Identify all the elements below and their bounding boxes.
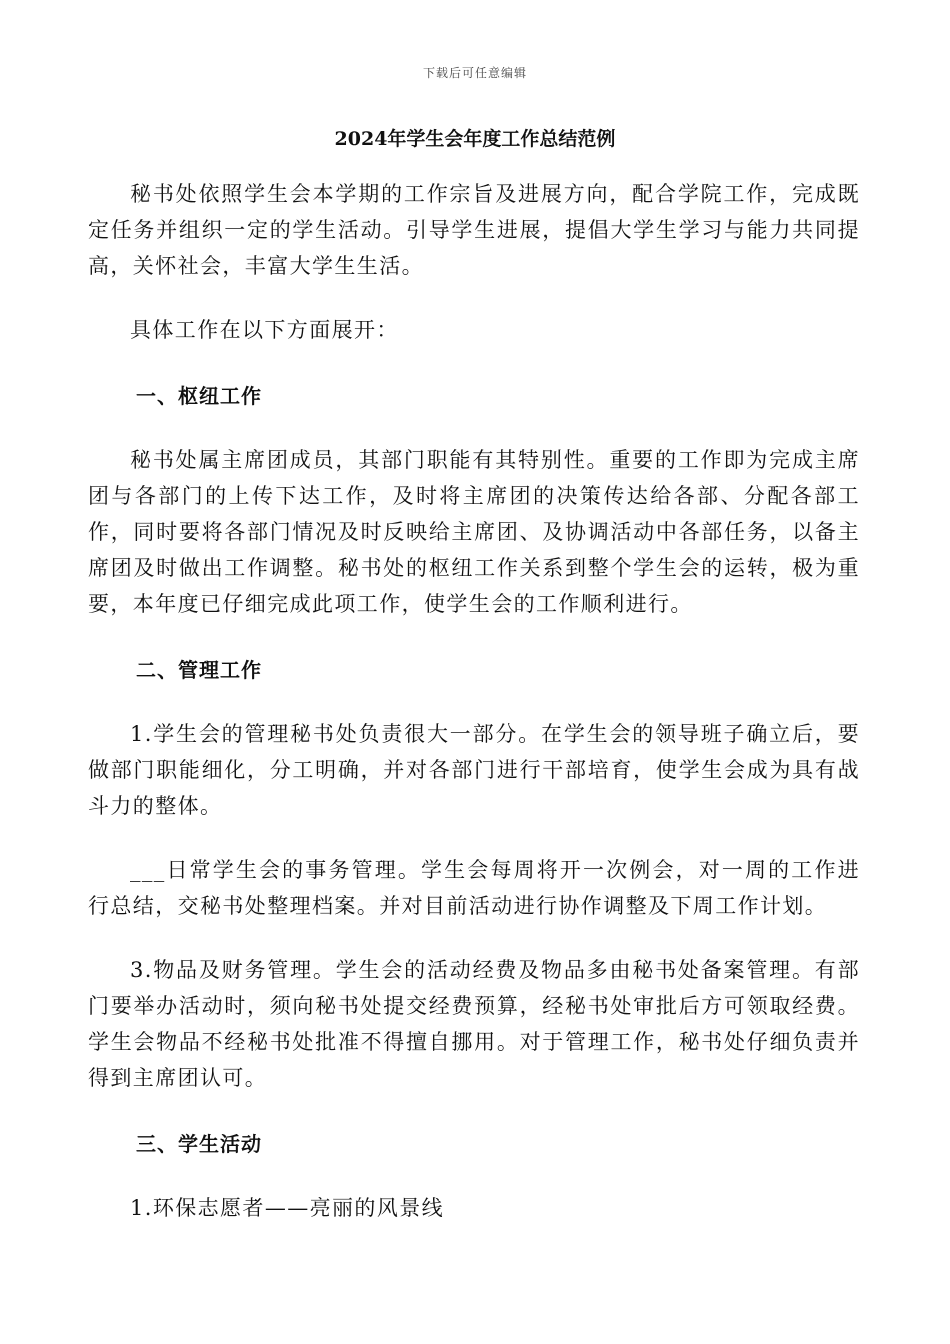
hub-work-paragraph: 秘书处属主席团成员，其部门职能有其特别性。重要的工作即为完成主席团与各部门的上传下达工作，及时将主席团的决策传达给各部、分配各部工作，同时要将各部门情况及时反映给主席团、及协调活动中各部任务，以备主席团及时做出工作调整。秘书处的枢纽工作关系到整个学生会的运转，极为重要，本年度已仔细完成此项工作，使学生会的工作顺利进行。 <box>88 448 860 616</box>
lead-paragraph: 具体工作在以下方面展开： <box>130 318 399 342</box>
management-item-3: 3.物品及财务管理。学生会的活动经费及物品多由秘书处备案管理。有部门要举办活动时，须向秘书处提交经费预算，经秘书处审批后方可领取经费。学生会物品不经秘书处批准不得擅自挪用。对于管理工作，秘书处仔细负责并得到主席团认可。 <box>88 958 860 1090</box>
section-heading-management-work: 二、管理工作 <box>136 658 262 682</box>
intro-paragraph: 秘书处依照学生会本学期的工作宗旨及进展方向，配合学院工作，完成既定任务并组织一定的学生活动。引导学生进展，提倡大学生学习与能力共同提高，关怀社会，丰富大学生生活。 <box>88 182 860 278</box>
header-note: 下载后可任意编辑 <box>422 66 527 80</box>
section-heading-student-activities: 三、学生活动 <box>136 1132 262 1156</box>
document-body <box>88 176 860 1226</box>
management-item-2: ___日常学生会的事务管理。学生会每周将开一次例会，对一周的工作进行总结，交秘书处整理档案。并对目前活动进行协作调整及下周工作计划。 <box>88 858 860 918</box>
document-title: 2024年学生会年度工作总结范例 <box>334 128 616 150</box>
section-heading-hub-work: 一、枢纽工作 <box>136 384 262 408</box>
management-item-1: 1.学生会的管理秘书处负责很大一部分。在学生会的领导班子确立后，要做部门职能细化，分工明确，并对各部门进行干部培育，使学生会成为具有战斗力的整体。 <box>88 722 860 818</box>
activities-item-1: 1.环保志愿者——亮丽的风景线 <box>130 1196 445 1220</box>
